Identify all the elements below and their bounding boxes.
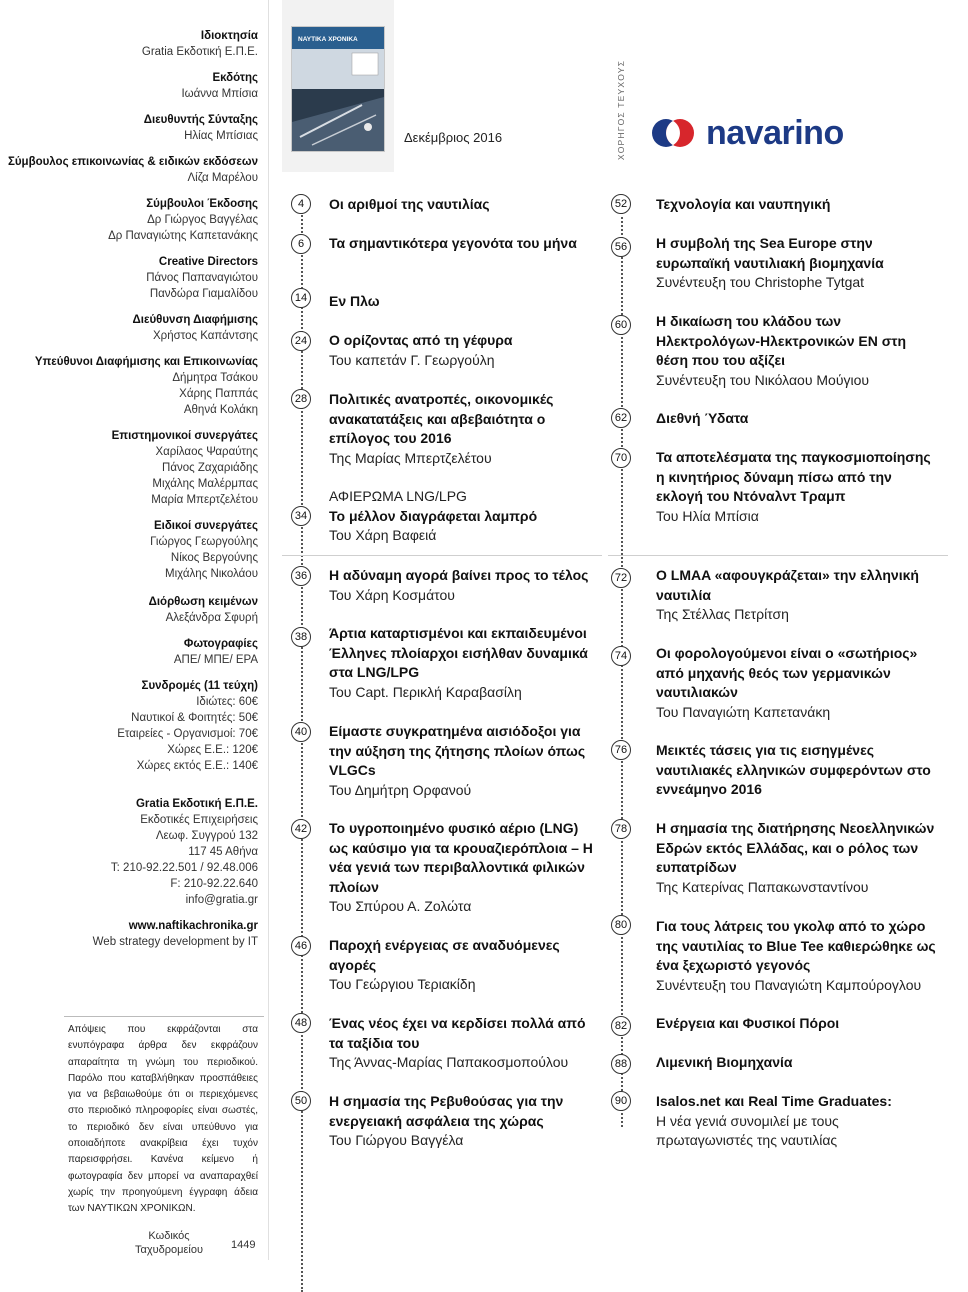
page-number-badge: 70: [611, 448, 631, 468]
masthead-group: [0, 354, 258, 418]
page-number-badge: 38: [291, 627, 311, 647]
toc-entry-title: Η σημασία της διατήρησης Νεοελληνικών Εδρών εκτός Ελλάδας, και ο ρόλος των ευπατρίδων: [656, 820, 935, 875]
section-divider: [608, 555, 948, 556]
toc-entry-title: Πολιτικές ανατροπές, οικονομικές ανακατατάξεις και αβεβαιότητα ο επίλογος του 2016: [329, 391, 554, 446]
toc-entry[interactable]: [329, 195, 601, 215]
page-number-badge: 56: [611, 237, 631, 257]
masthead: [0, 28, 258, 960]
masthead-line: Χρήστος Καπάντσης: [153, 330, 258, 342]
divider: [64, 1016, 264, 1017]
toc-entry-byline: Συνέντευξη του Παναγιώτη Καμπούρογλου: [656, 976, 922, 993]
toc-entry-byline: Του Χάρη Κοσμάτου: [329, 586, 455, 603]
toc-entry-byline: Της Στέλλας Πετρίτση: [656, 606, 789, 622]
masthead-line: Web strategy development by IT: [92, 936, 258, 948]
postal-code-value: 1449: [231, 1239, 256, 1251]
masthead-role-title: www.naftikachronika.gr: [128, 920, 258, 932]
cover-illustration: [292, 27, 384, 151]
masthead-line: Χώρες Ε.Ε.: 120€: [167, 744, 258, 756]
toc-entry-title: Μεικτές τάσεις για τις εισηγμένες ναυτιλιακές ελληνικών συμφερόντων στο εννεάμηνο 2016: [656, 742, 931, 797]
masthead-group: [0, 112, 258, 144]
masthead-group: [0, 428, 258, 508]
toc-entry-byline: Του Δημήτρη Ορφανού: [329, 781, 472, 798]
masthead-line: F: 210-92.22.640: [170, 878, 258, 890]
toc-entry[interactable]: [329, 1092, 601, 1151]
page-number-badge: 78: [611, 819, 631, 839]
page-number-badge: 42: [291, 819, 311, 839]
page-number-badge: 6: [291, 234, 311, 254]
masthead-line: Αλεξάνδρα Σφυρή: [165, 612, 258, 624]
toc-entry-title: Λιμενική Βιομηχανία: [656, 1054, 793, 1070]
masthead-group: [0, 196, 258, 244]
page-number-badge: 80: [611, 915, 631, 935]
toc-entry-title: Οι αριθμοί της ναυτιλίας: [329, 196, 490, 212]
masthead-role-title: Διόρθωση κειμένων: [148, 596, 258, 608]
masthead-line: Δρ Γιώργος Βαγγέλας: [147, 214, 258, 226]
dotted-leader-right: [621, 212, 623, 1127]
masthead-line: Νίκος Βεργούνης: [170, 552, 258, 564]
toc-entry-byline: Της Άννας-Μαρίας Παπακοσμοπούλου: [329, 1054, 569, 1070]
toc-entry-title: Για τους λάτρεις του γκολφ από το χώρο της ναυτιλίας το Blue Tee καθιερώθηκε ως ένα ξεχωριστό γεγονός: [656, 918, 936, 973]
masthead-group: [0, 796, 258, 908]
toc-entry[interactable]: [656, 312, 936, 390]
toc-entry-title: Οι φορολογούμενοι είναι ο «σωτήριος» από μηχανής θεός των γερμανικών ναυτιλιακών: [656, 645, 918, 700]
toc-entry-byline: Του καπετάν Γ. Γεωργούλη: [329, 351, 495, 368]
masthead-role-title: Συνδρομές (11 τεύχη): [141, 680, 258, 692]
toc-entry-kicker: ΑΦΙΕΡΩΜΑ LNG/LPG: [329, 488, 467, 504]
section-divider: [282, 555, 602, 556]
toc-entry-byline: Του Χάρη Βαφειά: [329, 527, 437, 543]
cover-image: [291, 26, 385, 152]
masthead-role-title: Εκδότης: [212, 72, 258, 84]
toc-entry-byline: Του Ηλία Μπίσια: [656, 507, 759, 524]
sponsor-label: [606, 60, 636, 160]
toc-entry-title: Είμαστε συγκρατημένα αισιόδοξοι για την αύξηση της ζήτησης πλοίων όπως VLGCs: [329, 723, 586, 778]
page-number-badge: 4: [291, 194, 311, 214]
toc-entry[interactable]: [329, 722, 601, 800]
masthead-line: T: 210-92.22.501 / 92.48.006: [110, 862, 258, 874]
masthead-line: Ιωάννα Μπίσια: [181, 88, 258, 100]
masthead-group: [0, 594, 258, 626]
toc-entry-title: Η σημασία της Ρεβυθούσας για την ενεργειακή ασφάλεια της χώρας: [329, 1093, 564, 1129]
masthead-line: Πάνος Παπαναγιώτου: [146, 272, 258, 284]
toc-entry-byline: Του Γιώργου Βαγγέλα: [329, 1132, 464, 1148]
toc-entry-title: Το υγροποιημένο φυσικό αέριο (LNG) ως καύσιμο για τα κρουαζιερόπλοια – Η νέα γενιά των περιβαλλοντικά φιλικών πλοίων: [329, 820, 593, 895]
toc-entry-title: Ο ορίζοντας από τη γέφυρα: [329, 332, 513, 348]
masthead-group: [0, 518, 258, 582]
toc-entry[interactable]: [656, 1053, 936, 1073]
toc-entry-title: Τεχνολογία και ναυπηγική: [656, 196, 831, 212]
page-number-badge: 50: [291, 1091, 311, 1111]
toc-entry[interactable]: [329, 390, 601, 468]
page-number-badge: 34: [291, 506, 311, 526]
toc-entry[interactable]: [329, 331, 601, 370]
masthead-line: Εκδοτικές Επιχειρήσεις: [140, 814, 258, 826]
masthead-line: Λεωφ. Συγγρού 132: [155, 830, 258, 842]
toc-entry[interactable]: [656, 566, 936, 625]
toc-entry[interactable]: [329, 234, 601, 254]
sponsor-label-text: ΧΟΡΗΓΟΣ ΤΕΥΧΟΥΣ: [616, 59, 626, 161]
masthead-role-title: Ειδικοί συνεργάτες: [153, 520, 258, 532]
toc-entry-title: Η δικαίωση του κλάδου των Ηλεκτρολόγων-Ηλεκτρονικών ΕΝ στη θέση που του αξίζει: [656, 313, 907, 368]
toc-entry-title: Η συμβολή της Sea Europe στην ευρωπαϊκή ναυτιλιακή βιομηχανία: [656, 235, 884, 271]
page-number-badge: 52: [611, 194, 631, 214]
toc-entry[interactable]: [329, 936, 601, 995]
toc-entry[interactable]: [656, 917, 936, 995]
postal-code-label: Κωδικός Ταχυδρομείου: [135, 1230, 203, 1256]
masthead-role-title: Σύμβουλοι Έκδοσης: [146, 198, 258, 210]
toc-entry-byline: Του Capt. Περικλή Καραβασίλη: [329, 683, 522, 700]
page-number-badge: 28: [291, 389, 311, 409]
masthead-line: Χαρίλαος Ψαραύτης: [155, 446, 258, 458]
masthead-line: Δήμητρα Τσάκου: [172, 372, 258, 384]
issue-date: Δεκέμβριος 2016: [404, 130, 503, 145]
masthead-role-title: Επιστημονικοί συνεργάτες: [111, 430, 258, 442]
page-number-badge: 48: [291, 1013, 311, 1033]
masthead-line: 117 45 Αθήνα: [188, 846, 258, 858]
toc-entry[interactable]: [656, 644, 936, 722]
masthead-line: Πάνος Ζαχαριάδης: [162, 462, 258, 474]
navarino-logo-icon: [652, 113, 698, 153]
masthead-role-title: Φωτογραφίες: [183, 638, 258, 650]
masthead-line: Ηλίας Μπίσιας: [184, 130, 258, 142]
masthead-line: Μαρία Μπερτζελέτου: [151, 494, 258, 506]
page-number-badge: 62: [611, 408, 631, 428]
page-number-badge: 74: [611, 646, 631, 666]
toc-entry-title: Ένας νέος έχει να κερδίσει πολλά από τα ταξίδια του: [329, 1015, 586, 1051]
masthead-line: Λίζα Μαρέλου: [187, 172, 258, 184]
cover-masthead-text: ΝΑΥΤΙΚΑ ΧΡΟΝΙΚΑ: [298, 36, 358, 43]
masthead-role-title: Gratia Εκδοτική Ε.Π.Ε.: [135, 798, 258, 810]
toc-entry-byline: Συνέντευξη του Christophe Tytgat: [656, 274, 865, 290]
toc-entry[interactable]: [329, 487, 601, 546]
toc-entry[interactable]: [656, 1092, 936, 1151]
toc-entry[interactable]: [329, 566, 601, 605]
page-number-badge: 60: [611, 315, 631, 335]
disclaimer-text: Απόψεις που εκφράζονται στα ενυπόγραφα άρθρα δεν εκφράζουν απαραίτητα τη γνώμη του περιοδικού. Παρόλο που καταβλήθηκαν προσπάθειες για να βεβαιωθούμε ότι οι περιεχόμενες στο περιοδικό πληροφορίες είναι σωστές, το περιοδικό δεν είναι υπεύθυνο για οποιαδήποτε ανακρίβεια έχει τυχόν παρεισφρήσει. Κανένα κείμενο ή φωτογραφία δεν μπορεί να αναπαραχθεί χωρίς την προηγούμενη έγγραφη άδεια των ΝΑΥΤΙΚΩΝ ΧΡΟΝΙΚΩΝ.: [68, 1024, 258, 1215]
toc-entry[interactable]: [656, 448, 936, 526]
masthead-line: ΑΠΕ/ ΜΠΕ/ EPA: [173, 654, 258, 666]
masthead-line: Δρ Παναγιώτης Καπετανάκης: [108, 230, 258, 242]
toc-entry[interactable]: [656, 409, 936, 429]
page-number-badge: 40: [291, 722, 311, 742]
masthead-line: Χάρης Παππάς: [179, 388, 258, 400]
masthead-role-title: Διευθυντής Σύνταξης: [143, 114, 258, 126]
masthead-line: Εταιρείες - Οργανισμοί: 70€: [117, 728, 258, 740]
toc-entry-title: Ενέργεια και Φυσικοί Πόροι: [656, 1015, 840, 1031]
masthead-line: Μιχάλης Μαλέρμπας: [152, 478, 258, 490]
toc-entry-title: Εν Πλω: [329, 293, 380, 309]
toc-entry-byline: Η νέα γενιά συνομιλεί με τους πρωταγωνιστές της ναυτιλίας: [656, 1112, 839, 1148]
page-number-badge: 14: [291, 288, 311, 308]
toc-entry[interactable]: [329, 624, 601, 702]
masthead-line: Γιώργος Γεωργούλης: [150, 536, 258, 548]
masthead-line: Ναυτικοί & Φοιτητές: 50€: [131, 712, 258, 724]
masthead-role-title: Ιδιοκτησία: [200, 30, 258, 42]
toc-entry[interactable]: [656, 819, 936, 897]
toc-entry-byline: Συνέντευξη του Νικόλαου Μούγιου: [656, 371, 870, 388]
toc-entry-byline: Του Γεώργιου Τεριακίδη: [329, 976, 476, 992]
masthead-line: Πανδώρα Γιαμαλίδου: [149, 288, 258, 300]
toc-entry-title: Παροχή ενέργειας σε αναδυόμενες αγορές: [329, 937, 560, 973]
toc-entry-title: Isalos.net και Real Time Graduates:: [656, 1093, 892, 1109]
masthead-group: [0, 312, 258, 344]
dotted-leader-left: [301, 212, 303, 1292]
toc-entry[interactable]: [656, 234, 936, 293]
masthead-line: Χώρες εκτός Ε.Ε.: 140€: [136, 760, 258, 772]
page-number-badge: 82: [611, 1016, 631, 1036]
masthead-role-title: Διεύθυνση Διαφήμισης: [132, 314, 258, 326]
toc-entry-title: Τα αποτελέσματα της παγκοσμιοποίησης η κινητήριος δύναμη πίσω από την εκλογή του Ντόναλντ Τραμπ: [656, 449, 931, 504]
page-number-badge: 36: [291, 566, 311, 586]
toc-entry[interactable]: [329, 1014, 601, 1073]
masthead-group: [0, 154, 258, 186]
page-number-badge: 88: [611, 1054, 631, 1074]
masthead-group: [0, 70, 258, 102]
masthead-group: [0, 918, 258, 950]
masthead-group: [0, 28, 258, 60]
sponsor-logo-text: navarino: [706, 114, 844, 152]
toc-entry-title: Ο LMAA «αφουγκράζεται» την ελληνική ναυτιλία: [656, 567, 919, 603]
toc-entry[interactable]: [656, 1014, 936, 1034]
masthead-line: info@gratia.gr: [185, 894, 258, 906]
masthead-group: [0, 254, 258, 302]
toc-entry-title: Η αδύναμη αγορά βαίνει προς το τέλος: [329, 567, 589, 583]
page-number-badge: 90: [611, 1091, 631, 1111]
toc-entry-byline: Της Μαρίας Μπερτζελέτου: [329, 449, 492, 466]
toc-entry-byline: Της Κατερίνας Παπακωνσταντίνου: [656, 878, 869, 895]
toc-entry-title: Διεθνή Ύδατα: [656, 410, 749, 426]
page-number-badge: 24: [291, 331, 311, 351]
toc-entry-title: Άρτια καταρτισμένοι και εκπαιδευμένοι Έλληνες πλοίαρχοι εισήλθαν δυναμικά στα LNG/LPG: [329, 625, 588, 680]
sponsor-logo[interactable]: [652, 113, 852, 153]
masthead-role-title: Creative Directors: [158, 256, 258, 268]
page-number-badge: 46: [291, 936, 311, 956]
toc-entry[interactable]: [329, 819, 601, 917]
toc-entry[interactable]: [329, 292, 601, 312]
masthead-line: Μιχάλης Νικολάου: [165, 568, 258, 580]
column-divider: [268, 0, 269, 1260]
masthead-role-title: Σύμβουλος επικοινωνίας & ειδικών εκδόσεων: [7, 156, 258, 168]
masthead-line: Gratia Εκδοτική Ε.Π.Ε.: [141, 46, 258, 58]
toc-entry-byline: Του Παναγιώτη Καπετανάκη: [656, 703, 831, 720]
toc-entry-title: Το μέλλον διαγράφεται λαμπρό: [329, 507, 538, 524]
masthead-group: [0, 678, 258, 774]
page-number-badge: 76: [611, 740, 631, 760]
toc-entry-byline: Του Σπύρου Α. Ζολώτα: [329, 898, 472, 914]
toc-entry-title: Τα σημαντικότερα γεγονότα του μήνα: [329, 235, 577, 251]
masthead-line: Αθηνά Κολάκη: [183, 404, 258, 416]
masthead-line: Ιδιώτες: 60€: [196, 696, 258, 708]
toc-entry[interactable]: [656, 741, 936, 800]
masthead-role-title: Υπεύθυνοι Διαφήμισης και Επικοινωνίας: [34, 356, 258, 368]
toc-entry[interactable]: [656, 195, 936, 215]
page-number-badge: 72: [611, 568, 631, 588]
masthead-group: [0, 636, 258, 668]
